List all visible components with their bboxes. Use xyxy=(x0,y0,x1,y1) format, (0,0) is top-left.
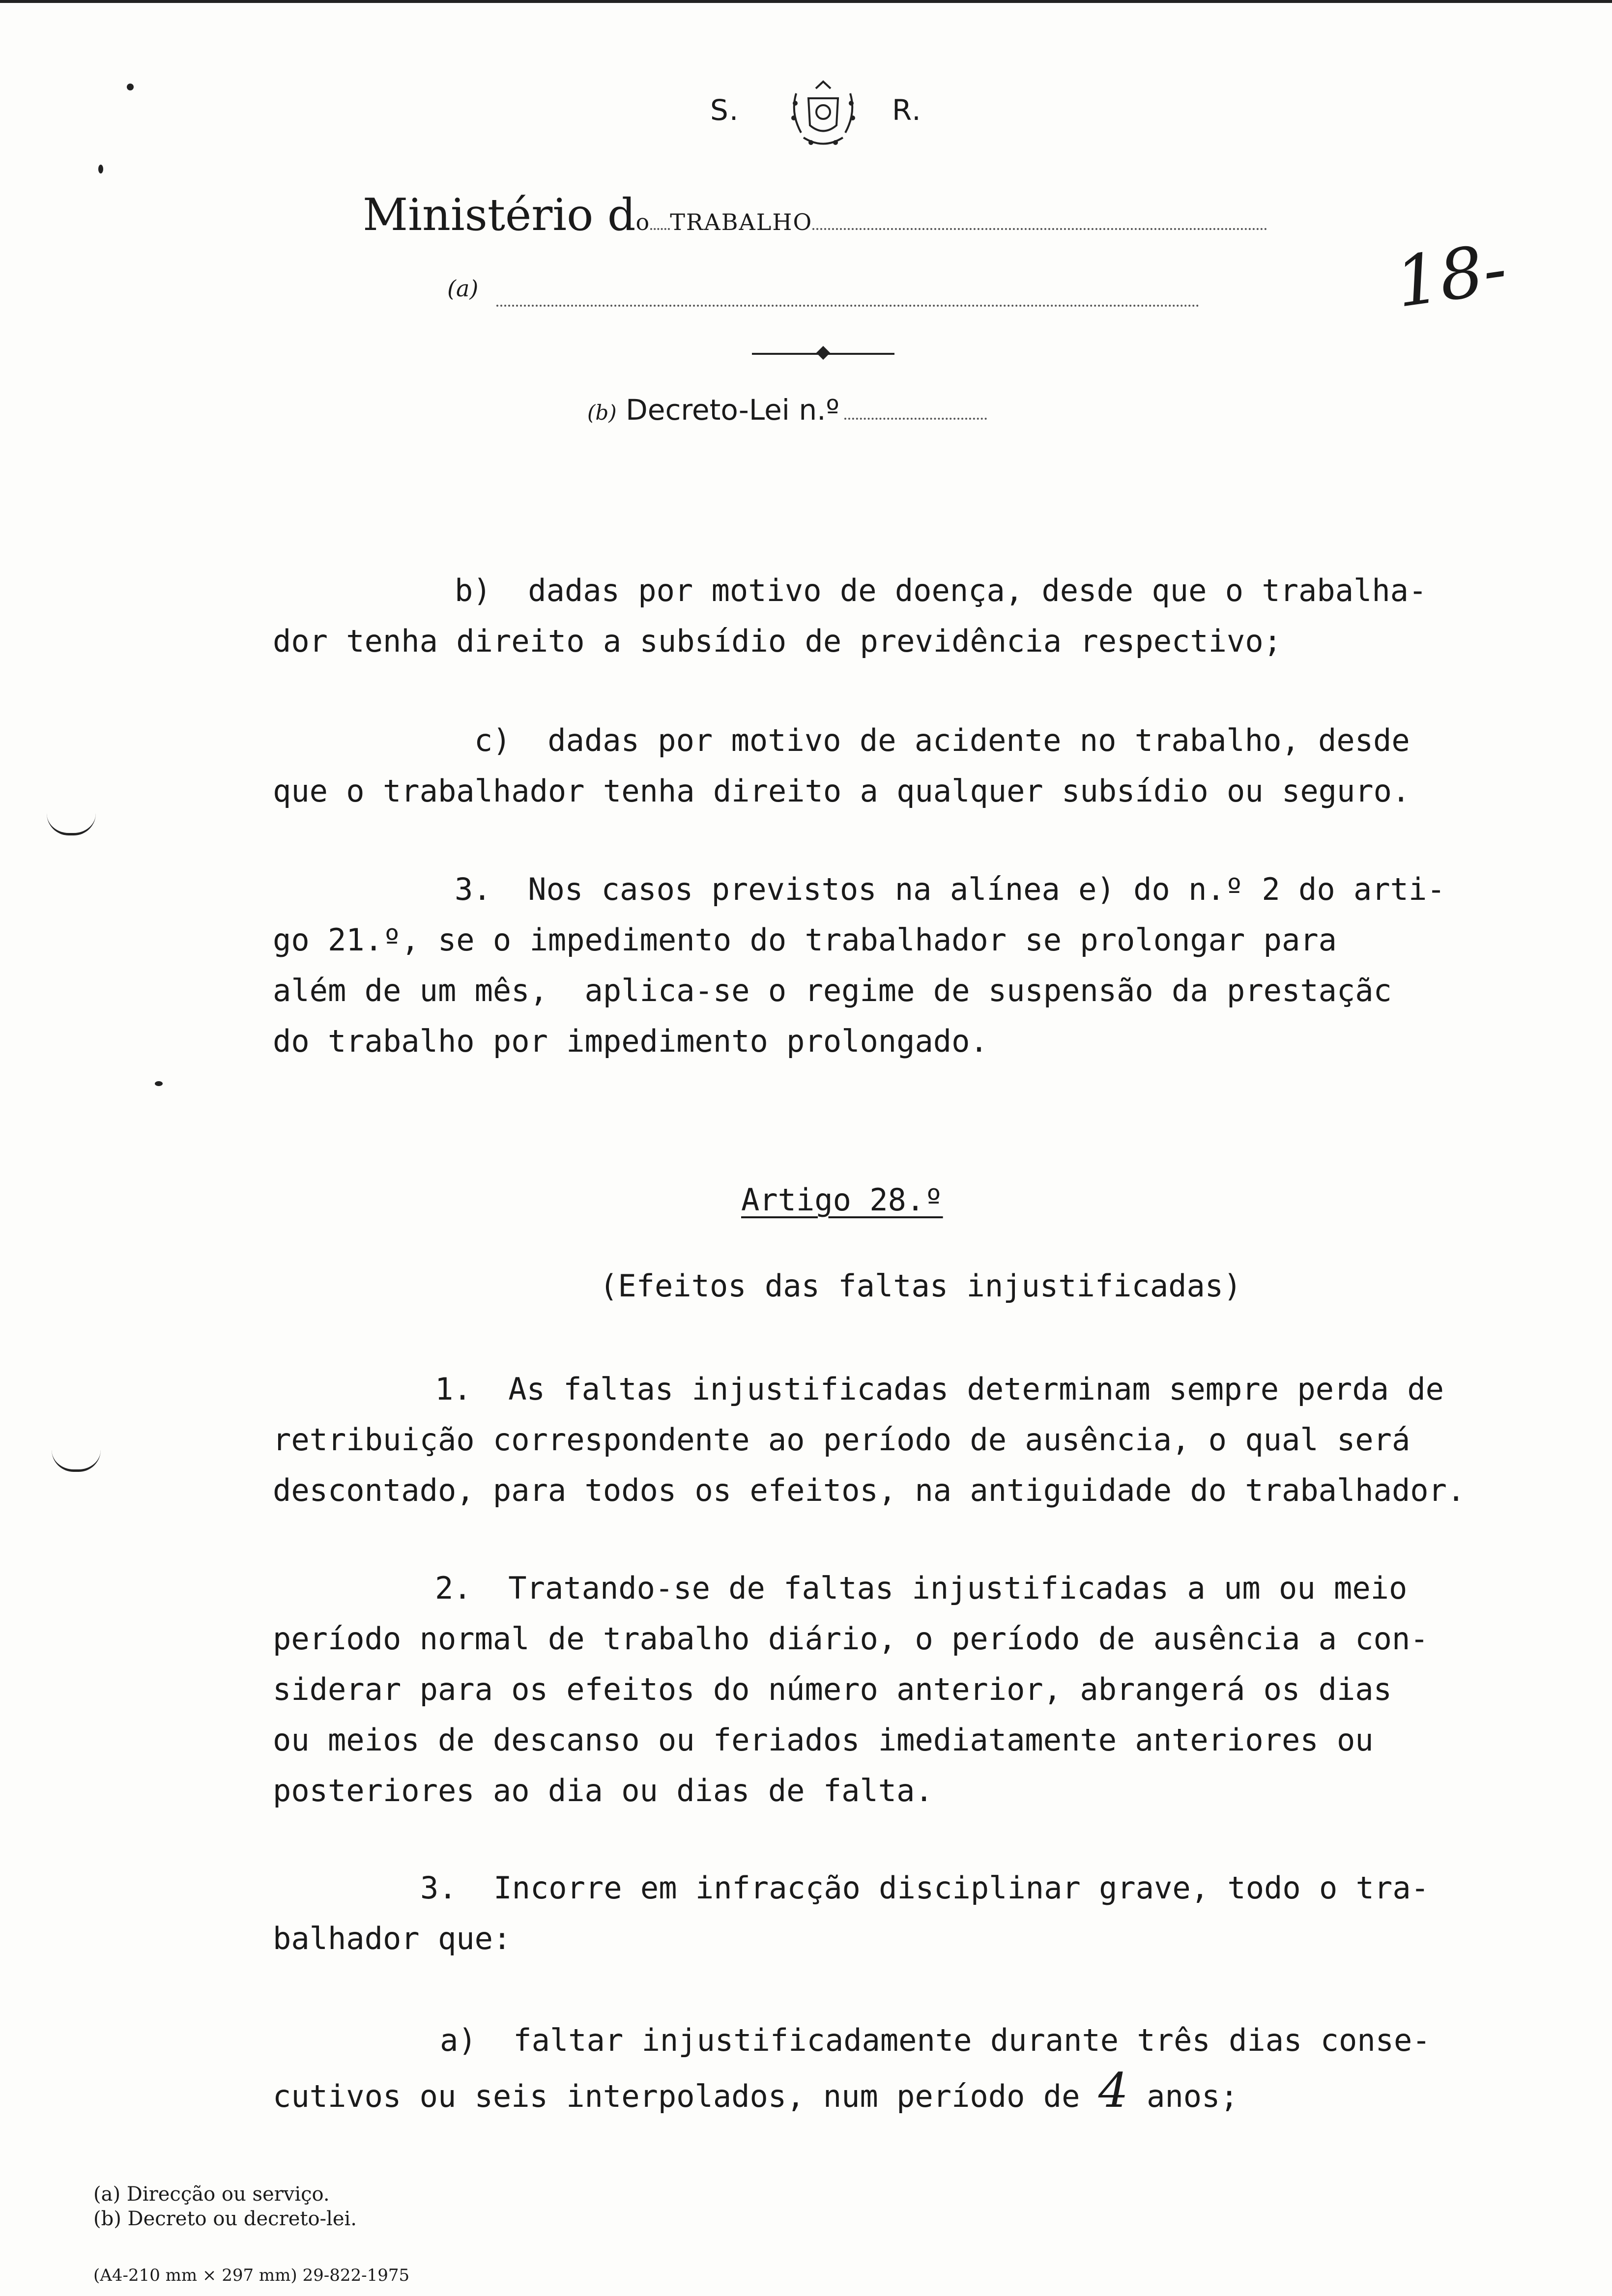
text-line: do trabalho por impedimento prolongado. xyxy=(273,1023,988,1059)
text-line: período normal de trabalho diário, o período de ausência a con- xyxy=(273,1621,1429,1657)
header-initial-s: S. xyxy=(710,93,740,127)
text-line: c) dadas por motivo de acidente no trabalho, desde xyxy=(474,722,1410,758)
text-line xyxy=(273,2063,1590,2122)
text-line: 1. As faltas injustificadas determinam sempre perda de xyxy=(435,1371,1444,1407)
coat-of-arms-icon xyxy=(781,79,865,152)
scan-speck xyxy=(127,84,134,90)
paragraph-a xyxy=(273,2015,1590,2122)
text-line: balhador que: xyxy=(273,1921,512,1956)
text-line: dor tenha direito a subsídio de previdência respectivo; xyxy=(273,623,1282,659)
ministerio-small: o xyxy=(635,209,651,235)
hole-punch-arc xyxy=(47,813,96,835)
footnote-marker-b: (b) xyxy=(587,401,617,425)
text-line: posteriores ao dia ou dias de falta. xyxy=(273,1773,933,1808)
text-line: 2. Tratando-se de faltas injustificadas a um ou meio xyxy=(435,1570,1408,1606)
article-subtitle: (Efeitos das faltas injustificadas) xyxy=(600,1268,1242,1304)
paragraph-3 xyxy=(273,864,1590,1066)
paragraph-b xyxy=(273,565,1590,666)
paragraph-1 xyxy=(273,1364,1590,1516)
text-line: a) faltar injustificadamente durante três dias conse- xyxy=(440,2022,1431,2058)
text-line: go 21.º, se o impedimento do trabalhador se prolongar para xyxy=(273,922,1337,958)
text-line: 3. Nos casos previstos na alínea e) do n.º 2 do arti- xyxy=(455,871,1445,907)
ministerio-label: Ministério d xyxy=(363,189,636,241)
top-border-line xyxy=(0,0,1612,3)
text-line: descontado, para todos os efeitos, na antiguidade do trabalhador. xyxy=(273,1472,1466,1508)
form-reference: (A4-210 mm × 297 mm) 29-822-1975 xyxy=(93,2266,410,2285)
dotted-leader xyxy=(844,418,987,420)
paragraph-3-infraccao xyxy=(273,1863,1590,1964)
paragraph-c xyxy=(273,715,1590,816)
text-line: 3. Incorre em infracção disciplinar grave, todo o tra- xyxy=(420,1870,1429,1906)
text-line: b) dadas por motivo de doença, desde que o trabalha- xyxy=(455,573,1427,608)
dotted-leader xyxy=(812,228,1267,230)
footnotes xyxy=(93,2182,357,2231)
header-initial-r: R. xyxy=(892,93,922,127)
scan-speck xyxy=(98,165,103,173)
decreto-line xyxy=(587,393,987,427)
text-line: que o trabalhador tenha direito a qualquer subsídio ou seguro. xyxy=(273,773,1410,809)
text-line: ou meios de descanso ou feriados imediatamente anteriores ou xyxy=(273,1722,1374,1758)
text-span: cutivos ou seis interpolados, num período de xyxy=(273,2078,1098,2114)
divider-diamond-icon xyxy=(816,346,830,360)
footnote-b: (b) Decreto ou decreto-lei. xyxy=(93,2208,357,2230)
handwritten-number: 4 xyxy=(1098,2063,1128,2118)
ministerio-line xyxy=(363,189,1267,241)
text-line: siderar para os efeitos do número anterior, abrangerá os dias xyxy=(273,1671,1392,1707)
scan-speck xyxy=(155,1081,163,1086)
handwritten-page-number: 18- xyxy=(1390,229,1512,323)
dotted-leader xyxy=(496,305,1199,307)
ministerio-value: TRABALHO xyxy=(670,209,813,235)
footnote-a: (a) Direcção ou serviço. xyxy=(93,2183,330,2206)
paragraph-2 xyxy=(273,1563,1590,1816)
text-line: além de um mês, aplica-se o regime de suspensão da prestaçãc xyxy=(273,973,1392,1008)
footnote-marker-a: (a) xyxy=(447,275,479,302)
hole-punch-arc xyxy=(52,1450,101,1472)
text-line: retribuição correspondente ao período de ausência, o qual será xyxy=(273,1422,1410,1458)
decreto-label: Decreto-Lei n.º xyxy=(626,393,839,427)
text-span: anos; xyxy=(1128,2078,1238,2114)
article-title: Artigo 28.º xyxy=(741,1182,943,1218)
dotted-leader xyxy=(650,228,670,230)
